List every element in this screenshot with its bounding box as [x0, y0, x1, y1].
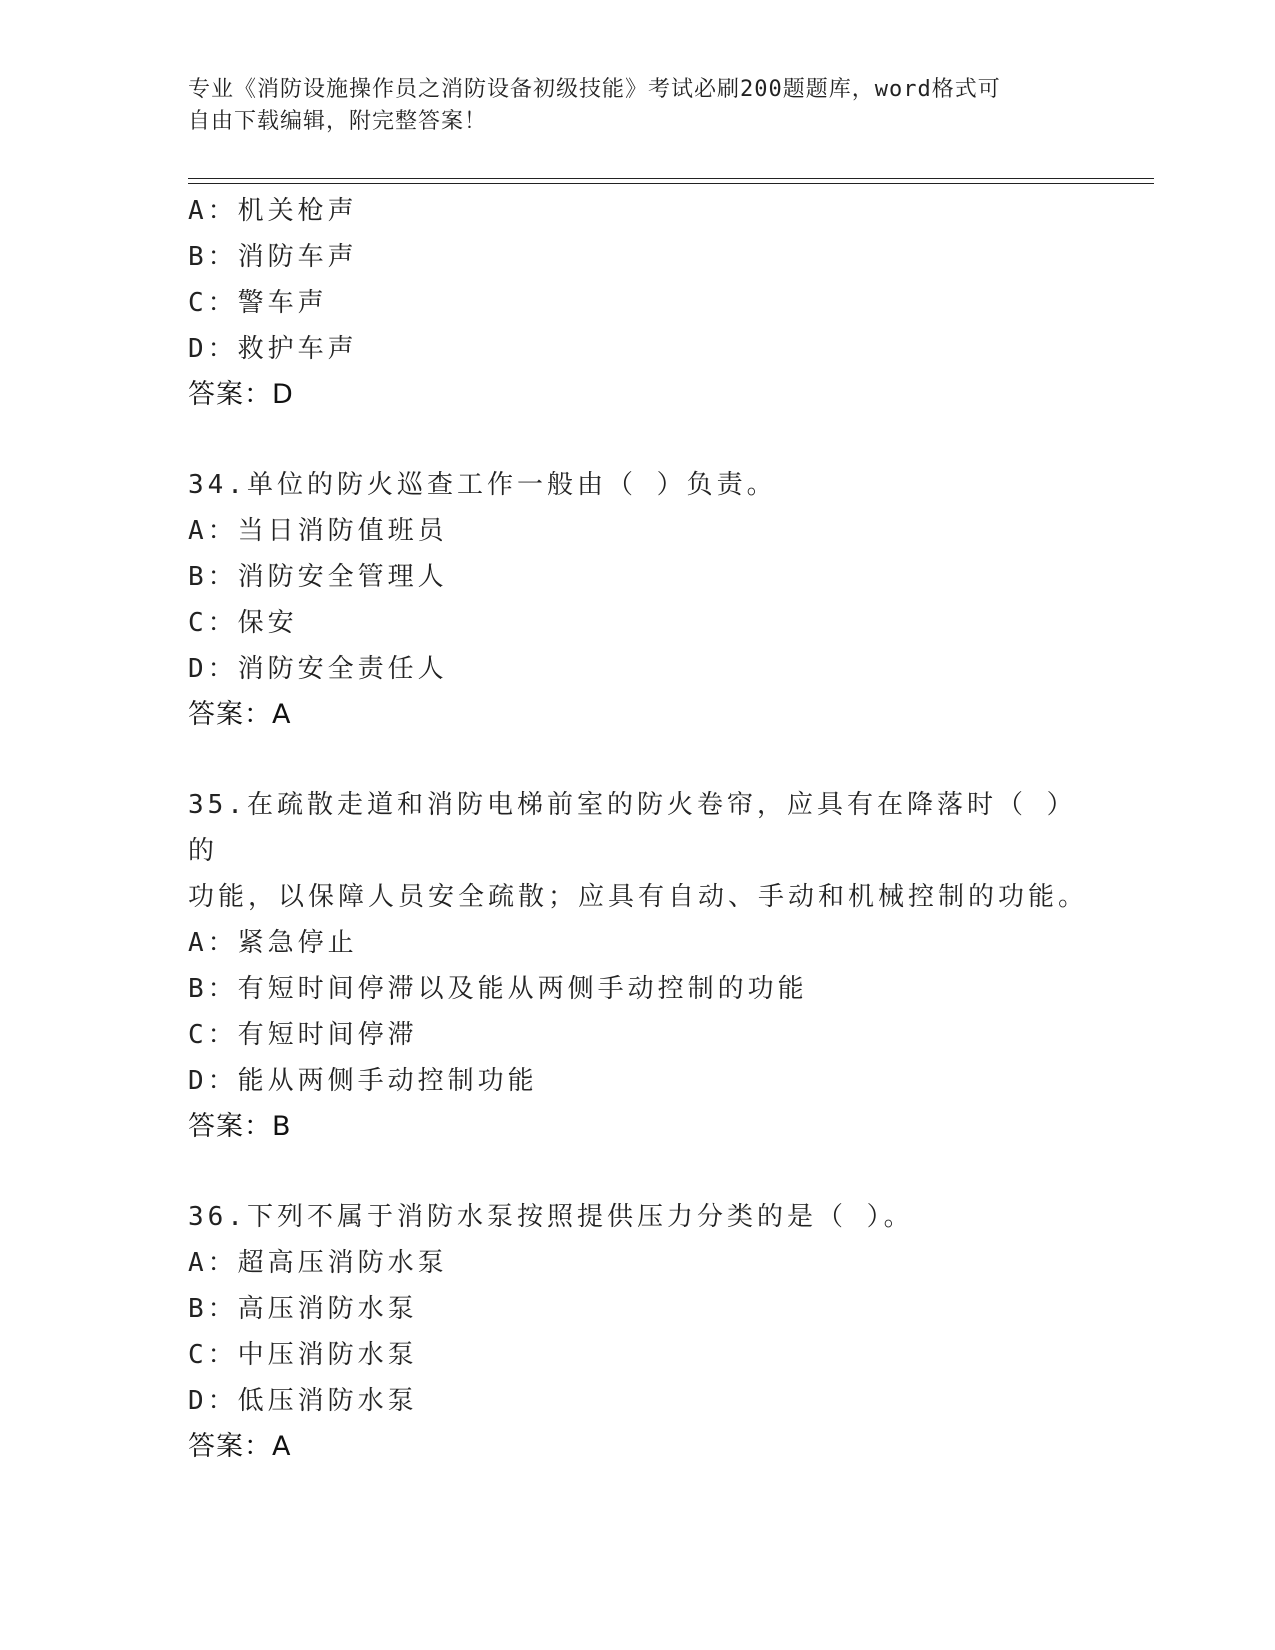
header-divider-top — [188, 178, 1154, 179]
header-line-1: 专业《消防设施操作员之消防设备初级技能》考试必刷200题题库，word格式可 — [188, 77, 1001, 102]
question-block-36 — [188, 1194, 1088, 1470]
question-text-line-2: 功能，以保障人员安全疏散；应具有自动、手动和机械控制的功能。 — [188, 882, 1089, 912]
spacer — [188, 418, 1088, 462]
answer-line: 答案：B — [188, 1111, 292, 1142]
option-c: C：中压消防水泵 — [188, 1340, 418, 1370]
option-b: B：消防安全管理人 — [188, 562, 448, 592]
option-a: A：紧急停止 — [188, 928, 358, 958]
header-line-2: 自由下载编辑，附完整答案！ — [188, 109, 488, 134]
option-d: D：救护车声 — [188, 334, 358, 364]
question-text: 36.下列不属于消防水泵按照提供压力分类的是（ ）。 — [188, 1202, 914, 1232]
option-c: C：有短时间停滞 — [188, 1020, 418, 1050]
header-divider-bottom — [188, 183, 1154, 184]
question-block-33 — [188, 188, 1088, 418]
option-b: B：有短时间停滞以及能从两侧手动控制的功能 — [188, 974, 808, 1004]
option-d: D：低压消防水泵 — [188, 1386, 418, 1416]
option-d: D：消防安全责任人 — [188, 654, 448, 684]
spacer — [188, 1150, 1088, 1194]
option-d: D：能从两侧手动控制功能 — [188, 1066, 538, 1096]
answer-line: 答案：D — [188, 379, 294, 410]
answer-line: 答案：A — [188, 699, 292, 730]
option-a: A：当日消防值班员 — [188, 516, 448, 546]
option-b: B：消防车声 — [188, 242, 358, 272]
question-text-line-1: 35.在疏散走道和消防电梯前室的防火卷帘，应具有在降落时（ ）的 — [188, 790, 1077, 866]
question-block-34 — [188, 462, 1088, 738]
option-c: C：保安 — [188, 608, 298, 638]
option-c: C：警车声 — [188, 288, 328, 318]
option-a: A：超高压消防水泵 — [188, 1248, 448, 1278]
spacer — [188, 738, 1088, 782]
option-b: B：高压消防水泵 — [188, 1294, 418, 1324]
question-block-35 — [188, 782, 1088, 1150]
document-header — [188, 74, 1068, 138]
option-a: A：机关枪声 — [188, 196, 358, 226]
question-text: 34.单位的防火巡查工作一般由（ ）负责。 — [188, 470, 777, 500]
answer-line: 答案：A — [188, 1431, 292, 1462]
question-list — [188, 188, 1088, 1470]
